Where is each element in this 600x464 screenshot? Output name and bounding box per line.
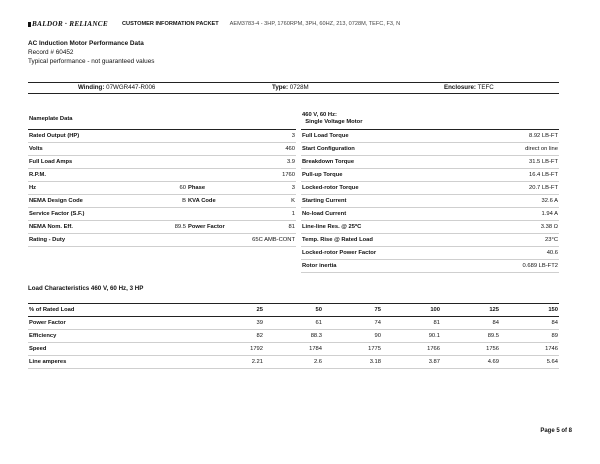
title-block — [28, 40, 154, 66]
table-row: Locked-rotor Power Factor 40.6 — [301, 247, 559, 260]
table-row: No-load Current 1.94 A — [301, 208, 559, 221]
table-row: Line-line Res. @ 25ºC 3.38 Ω — [301, 221, 559, 234]
type-info: Type: 0728M — [272, 84, 309, 91]
table-row: Rotor inertia 0.689 LB-FT2 — [301, 260, 559, 273]
winding-info: Winding: 07WGR447-R006 — [78, 84, 156, 91]
table-row: Temp. Rise @ Rated Load 23°C — [301, 234, 559, 247]
table-row: R.P.M. 1760 — [28, 169, 296, 182]
document-title: AC Induction Motor Performance Data — [28, 40, 144, 47]
table-row: Power Factor 39 61 74 81 84 84 — [28, 317, 559, 330]
table-row: Volts 460 — [28, 143, 296, 156]
table-row: Speed 1792 1784 1775 1766 1756 1746 — [28, 343, 559, 356]
product-description: AEM3783-4 - 3HP, 1760RPM, 3PH, 60HZ, 213, 0728M, TEFC, F3, N — [229, 21, 401, 27]
nameplate-table — [28, 109, 296, 247]
table-row: Full Load Amps 3.9 — [28, 156, 296, 169]
table-row: Service Factor (S.F.) 1 — [28, 208, 296, 221]
load-characteristics-table — [28, 303, 559, 369]
table-row: NEMA Nom. Eff. 89.5 Power Factor 81 — [28, 221, 296, 234]
table-row: Rating - Duty 65C AMB-CONT — [28, 234, 296, 247]
page-number: Page 5 of 8 — [540, 428, 572, 434]
performance-heading: 460 V, 60 Hz: Single Voltage Motor — [301, 109, 559, 130]
nameplate-heading: Nameplate Data — [28, 109, 296, 130]
table-row: Starting Current 32.6 A — [301, 195, 559, 208]
document-header — [28, 17, 572, 31]
table-row: Pull-up Torque 16.4 LB-FT — [301, 169, 559, 182]
table-row: Breakdown Torque 31.5 LB-FT — [301, 156, 559, 169]
table-row: Rated Output (HP) 3 — [28, 130, 296, 143]
brand-logo: BALDOR · RELIANCE — [28, 20, 108, 28]
record-number: Record # 60452 — [28, 48, 74, 56]
motor-info-bar — [28, 82, 559, 94]
enclosure-info: Enclosure: TEFC — [444, 84, 494, 91]
table-row: Efficiency 82 88.3 90 90.1 89.5 89 — [28, 330, 559, 343]
disclaimer-note: Typical performance - not guaranteed values — [28, 57, 155, 65]
table-row: NEMA Design Code B KVA Code K — [28, 195, 296, 208]
table-row: Hz 60 Phase 3 — [28, 182, 296, 195]
performance-table — [301, 109, 559, 273]
packet-title: CUSTOMER INFORMATION PACKET — [122, 21, 219, 27]
load-characteristics-title: Load Characteristics 460 V, 60 Hz, 3 HP — [28, 285, 144, 292]
table-row: Start Configuration direct on line — [301, 143, 559, 156]
table-row: Line amperes 2.21 2.6 3.18 3.87 4.69 5.64 — [28, 356, 559, 369]
table-row: Full Load Torque 8.92 LB-FT — [301, 130, 559, 143]
table-row: Locked-rotor Torque 20.7 LB-FT — [301, 182, 559, 195]
table-header-row: % of Rated Load 25 50 75 100 125 150 — [28, 304, 559, 317]
